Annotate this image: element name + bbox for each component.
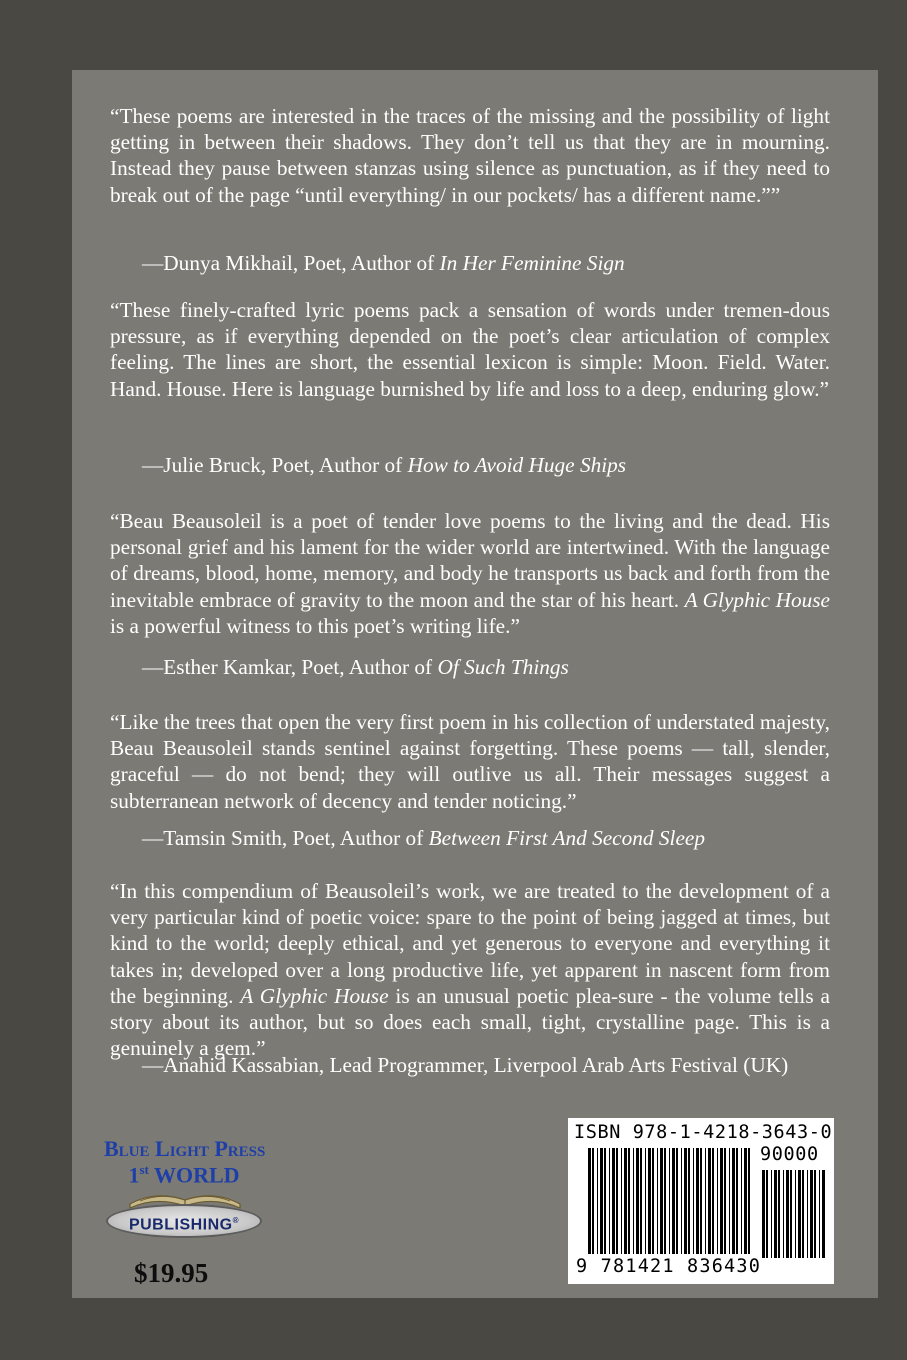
barcode-bar — [648, 1148, 651, 1254]
publishing-badge: PUBLISHING® — [106, 1204, 262, 1238]
barcode-bar — [672, 1148, 675, 1254]
blurb-2-book-title: How to Avoid Huge Ships — [407, 453, 627, 477]
barcode-bar — [652, 1148, 654, 1254]
barcode-bar — [693, 1148, 694, 1254]
barcode-bar — [636, 1148, 639, 1254]
barcode-bar — [669, 1148, 670, 1254]
barcode-bar — [604, 1148, 606, 1254]
barcode-bar — [720, 1148, 723, 1254]
barcode-bar — [684, 1148, 687, 1254]
barcode-bar — [633, 1148, 634, 1254]
price: $19.95 — [134, 1258, 209, 1288]
barcode-bar — [802, 1170, 804, 1258]
blurb-1-attribution: —Dunya Mikhail, Poet, Author of In Her Feminine Sign — [142, 251, 625, 275]
blurb-4-book-title: Between First And Second Sleep — [428, 826, 706, 850]
price-addon-code: 90000 — [760, 1144, 819, 1165]
barcode-bar — [681, 1148, 682, 1254]
barcode-bar — [624, 1148, 627, 1254]
barcode-bar — [645, 1148, 646, 1254]
blurb-3-book-title: Of Such Things — [437, 655, 569, 679]
barcode-bar — [712, 1148, 714, 1254]
barcode-bar — [807, 1170, 808, 1258]
barcode-bar — [795, 1170, 796, 1258]
barcode-bar — [700, 1148, 702, 1254]
blurb-3-inline-title: A Glyphic House — [684, 587, 830, 612]
barcode-bar — [592, 1148, 594, 1254]
blurb-5-attribution: —Anahid Kassabian, Lead Programmer, Liverpool Arab Arts Festival (UK) — [142, 1053, 789, 1077]
barcode-bar — [786, 1170, 789, 1258]
blurb-3-quote: “Beau Beausoleil is a poet of tender love poems to the living and the dead. His personal grief and his lament for the wider world are intertwined. With the language of dreams, blood, home, memory, and body he transports us back and forth from the inevitable embrace of gravity to the moon and the star of his heart. A Glyphic House is a powerful witness to this poet’s writing life.” — [110, 509, 830, 638]
barcode-bar — [628, 1148, 630, 1254]
barcode-bar — [822, 1170, 825, 1258]
blurb-2-quote: “These finely-crafted lyric poems pack a sensation of words under tremen-dous pressure, as if everything depended on the poet’s clear articulation of complex feeling. The lines are short, the essential lexicon is simple: Moon. Field. Water. Hand. House. Here is language burnished by life and loss to a deep, enduring glow.” — [110, 298, 830, 401]
blurb-4-quote: “Like the trees that open the very first poem in his collection of understated majesty, Beau Beausoleil stands sentinel against forgetting. These poems — tall, slender, graceful — do not bend; they will outlive us all. Their messages suggest a subterranean network of decency and tender noticing.” — [110, 710, 830, 813]
barcode-bar — [588, 1148, 591, 1254]
barcode-bar — [600, 1148, 603, 1254]
barcode-bar — [810, 1170, 813, 1258]
barcode-bar — [597, 1148, 598, 1254]
barcode-bar — [736, 1148, 738, 1254]
publisher-name: Blue Light Press — [104, 1136, 266, 1161]
barcode-bar — [621, 1148, 622, 1254]
blurb-1-quote: “These poems are interested in the traces of the missing and the possibility of light getting in between their shadows. They don’t tell us that they are in mourning. Instead they pause between stanzas using silence as punctuation, as if they need to break out of the page “until everything/ in our pockets/ has a different name.”” — [110, 104, 830, 207]
barcode-bar — [664, 1148, 666, 1254]
barcode-bar — [814, 1170, 816, 1258]
barcode-bar — [774, 1170, 777, 1258]
barcode-bar — [696, 1148, 699, 1254]
barcode-bar — [729, 1148, 730, 1254]
barcode-bar — [717, 1148, 718, 1254]
blurb-2-attribution: —Julie Bruck, Poet, Author of How to Avoid Huge Ships — [142, 453, 627, 477]
barcode-bar — [783, 1170, 784, 1258]
barcode-bar — [609, 1148, 610, 1254]
barcode-bar — [612, 1148, 615, 1254]
barcode-bar — [744, 1148, 747, 1254]
barcode-bar — [741, 1148, 742, 1254]
barcode-bar — [640, 1148, 642, 1254]
isbn-barcode — [568, 1118, 834, 1284]
barcode-bar — [790, 1170, 792, 1258]
isbn-number: ISBN 978-1-4218-3643-0 — [574, 1122, 833, 1143]
barcode-bar — [771, 1170, 772, 1258]
barcode-bar — [705, 1148, 706, 1254]
barcode-bar — [657, 1148, 658, 1254]
blurb-5-quote: “In this compendium of Beausoleil’s work, we are treated to the development of a very particular kind of poetic voice: spare to the point of being jagged at times, but kind to the world; deeply ethical, and yet generous to everyone and everything it takes in; developed over a long productive life, yet apparent in nascent form from the beginning. A Glyphic House is an unusual poetic plea-sure - the volume tells a story about its author, but so does each small, tight, crystalline page. This is a genuinely a gem.” — [110, 879, 830, 1061]
barcode-bar — [766, 1170, 768, 1258]
barcode-bar — [819, 1170, 820, 1258]
barcode-bar — [798, 1170, 801, 1258]
blurb-1-book-title: In Her Feminine Sign — [439, 251, 625, 275]
barcode-bar — [724, 1148, 726, 1254]
barcode-bar — [778, 1170, 780, 1258]
barcode-bar — [676, 1148, 678, 1254]
barcode-bar — [708, 1148, 711, 1254]
barcode-bar — [660, 1148, 663, 1254]
blurb-4-attribution: —Tamsin Smith, Poet, Author of Between First And Second Sleep — [142, 826, 706, 850]
publisher-line-world: 1st WORLD — [128, 1162, 240, 1188]
barcode-digits: 9 781421 836430 — [576, 1256, 762, 1277]
barcode-bar — [762, 1170, 765, 1258]
barcode-bar — [616, 1148, 618, 1254]
barcode-bar — [732, 1148, 735, 1254]
blurb-3-attribution: —Esther Kamkar, Poet, Author of Of Such Things — [142, 655, 569, 679]
blurb-5-inline-title: A Glyphic House — [240, 983, 389, 1008]
barcode-bar — [748, 1148, 750, 1254]
barcode-bar — [688, 1148, 690, 1254]
publisher-logo — [98, 1132, 268, 1252]
